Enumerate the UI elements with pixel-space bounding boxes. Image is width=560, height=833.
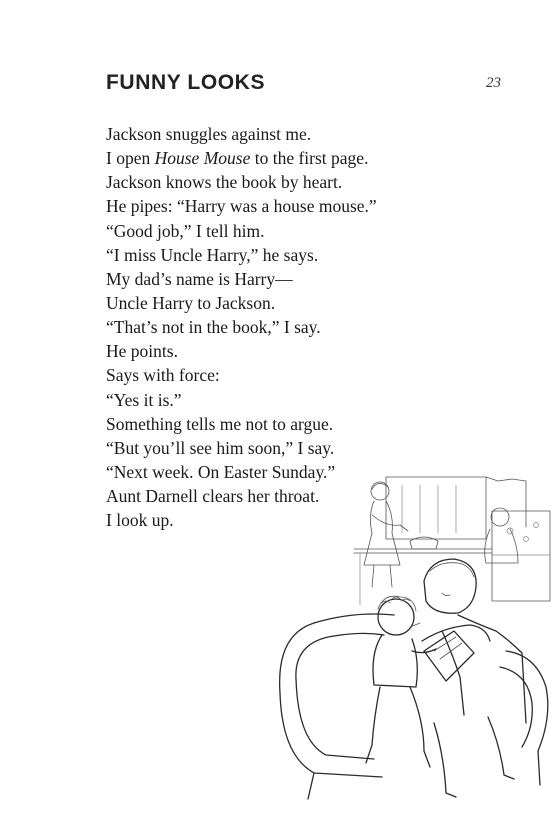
book-title-house-mouse: House Mouse <box>154 148 251 169</box>
poem-line: He points. <box>106 341 178 362</box>
poem-line: Aunt Darnell clears her throat. <box>106 486 320 507</box>
poem-line: “I miss Uncle Harry,” he says. <box>106 244 319 265</box>
poem-line-segment: I open <box>106 148 155 169</box>
poem-line: Jackson knows the book by heart. <box>106 172 343 193</box>
armchair <box>280 614 548 799</box>
page-number: 23 <box>486 75 501 91</box>
illustration-drawing <box>274 455 556 820</box>
poem-line-segment: to the first page. <box>250 148 369 169</box>
open-book <box>424 631 474 681</box>
jackson-child-figure <box>366 596 436 767</box>
poem-line: Uncle Harry to Jackson. <box>106 292 276 313</box>
poem-line: “Good job,” I tell him. <box>106 220 265 241</box>
kitchen-armchair-illustration <box>274 455 556 820</box>
poem-line: I look up. <box>106 510 174 531</box>
poem-line <box>106 146 377 170</box>
poem-line: “But you’ll see him soon,” I say. <box>106 437 335 458</box>
poem-line: “Yes it is.” <box>106 389 182 410</box>
narrator-figure <box>422 559 526 797</box>
poem-line: Says with force: <box>106 365 220 386</box>
chapter-title: FUNNY LOOKS <box>106 71 266 94</box>
poem-line: Jackson snuggles against me. <box>106 124 312 144</box>
poem-line: “Next week. On Easter Sunday.” <box>106 461 336 482</box>
kitchen-background <box>354 477 550 605</box>
poem-line: He pipes: “Harry was a house mouse.” <box>106 196 377 217</box>
poem-line: Something tells me not to argue. <box>106 413 334 434</box>
poem-line: My dad’s name is Harry— <box>106 268 293 289</box>
poem-line: “That’s not in the book,” I say. <box>106 317 321 338</box>
